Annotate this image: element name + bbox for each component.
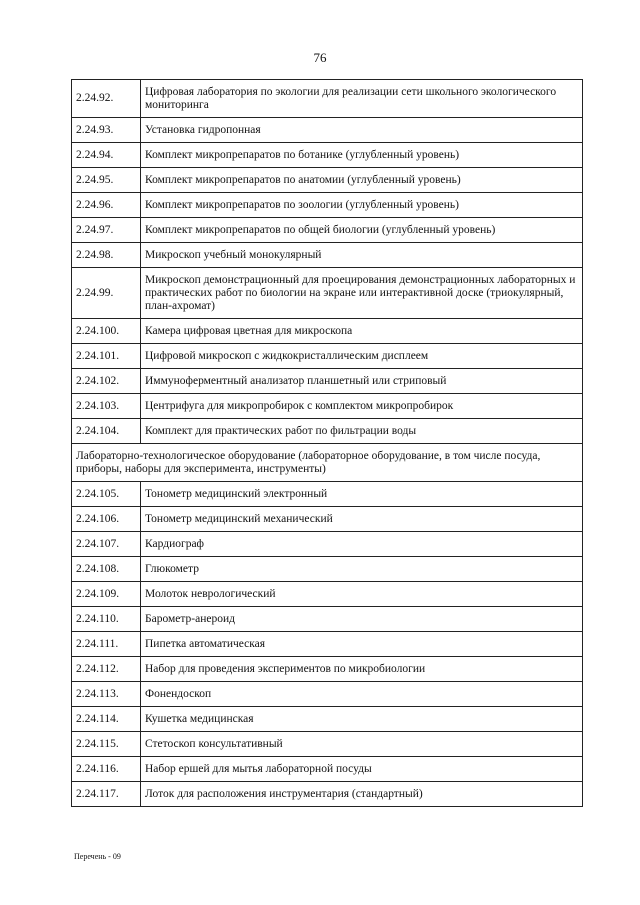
row-code: 2.24.116. bbox=[72, 757, 141, 782]
row-name: Кардиограф bbox=[141, 532, 583, 557]
row-name: Установка гидропонная bbox=[141, 118, 583, 143]
table-row bbox=[72, 607, 583, 632]
table-row bbox=[72, 732, 583, 757]
table-row bbox=[72, 218, 583, 243]
table-row bbox=[72, 757, 583, 782]
row-code: 2.24.98. bbox=[72, 243, 141, 268]
row-code: 2.24.92. bbox=[72, 80, 141, 118]
row-code: 2.24.100. bbox=[72, 319, 141, 344]
table-row bbox=[72, 118, 583, 143]
row-code: 2.24.104. bbox=[72, 419, 141, 444]
row-code: 2.24.114. bbox=[72, 707, 141, 732]
row-code: 2.24.112. bbox=[72, 657, 141, 682]
table-row bbox=[72, 557, 583, 582]
row-name: Цифровой микроскоп с жидкокристаллическим дисплеем bbox=[141, 344, 583, 369]
table-row bbox=[72, 80, 583, 118]
row-code: 2.24.105. bbox=[72, 482, 141, 507]
table-row bbox=[72, 193, 583, 218]
table-row bbox=[72, 632, 583, 657]
table-row bbox=[72, 657, 583, 682]
row-name: Тонометр медицинский электронный bbox=[141, 482, 583, 507]
row-code: 2.24.93. bbox=[72, 118, 141, 143]
table-row bbox=[72, 419, 583, 444]
row-name: Комплект микропрепаратов по общей биологии (углубленный уровень) bbox=[141, 218, 583, 243]
row-name: Фонендоскоп bbox=[141, 682, 583, 707]
row-name: Пипетка автоматическая bbox=[141, 632, 583, 657]
table-body-bottom bbox=[72, 482, 583, 807]
table-row bbox=[72, 143, 583, 168]
row-name: Стетоскоп консультативный bbox=[141, 732, 583, 757]
footer-label: Перечень - 09 bbox=[74, 852, 121, 861]
row-code: 2.24.107. bbox=[72, 532, 141, 557]
table-row bbox=[72, 394, 583, 419]
table-row bbox=[72, 532, 583, 557]
table-row bbox=[72, 319, 583, 344]
row-name: Цифровая лаборатория по экологии для реализации сети школьного экологического мониторинга bbox=[141, 80, 583, 118]
row-name: Тонометр медицинский механический bbox=[141, 507, 583, 532]
table-row bbox=[72, 168, 583, 193]
table-row bbox=[72, 782, 583, 807]
row-name: Набор для проведения экспериментов по микробиологии bbox=[141, 657, 583, 682]
row-name: Комплект микропрепаратов по ботанике (углубленный уровень) bbox=[141, 143, 583, 168]
row-code: 2.24.106. bbox=[72, 507, 141, 532]
row-code: 2.24.95. bbox=[72, 168, 141, 193]
row-code: 2.24.96. bbox=[72, 193, 141, 218]
row-name: Камера цифровая цветная для микроскопа bbox=[141, 319, 583, 344]
row-code: 2.24.113. bbox=[72, 682, 141, 707]
row-code: 2.24.101. bbox=[72, 344, 141, 369]
table-row bbox=[72, 344, 583, 369]
table-row bbox=[72, 582, 583, 607]
section-heading-body bbox=[72, 444, 583, 482]
row-code: 2.24.103. bbox=[72, 394, 141, 419]
table-row bbox=[72, 707, 583, 732]
row-name: Лоток для расположения инструментария (стандартный) bbox=[141, 782, 583, 807]
table-row bbox=[72, 682, 583, 707]
table-row bbox=[72, 243, 583, 268]
row-code: 2.24.111. bbox=[72, 632, 141, 657]
row-name: Микроскоп демонстрационный для проецирования демонстрационных лабораторных и практических работ по биологии на экране или интерактивной доске (триокулярный, план-ахромат) bbox=[141, 268, 583, 319]
row-code: 2.24.108. bbox=[72, 557, 141, 582]
row-code: 2.24.102. bbox=[72, 369, 141, 394]
section-heading: Лабораторно-технологическое оборудование (лабораторное оборудование, в том числе посуда, приборы, наборы для эксперимента, инструменты) bbox=[72, 444, 583, 482]
row-name: Комплект микропрепаратов по анатомии (углубленный уровень) bbox=[141, 168, 583, 193]
row-code: 2.24.94. bbox=[72, 143, 141, 168]
row-name: Комплект для практических работ по фильтрации воды bbox=[141, 419, 583, 444]
table-row bbox=[72, 507, 583, 532]
row-code: 2.24.115. bbox=[72, 732, 141, 757]
table-row bbox=[72, 482, 583, 507]
row-code: 2.24.117. bbox=[72, 782, 141, 807]
row-name: Комплект микропрепаратов по зоологии (углубленный уровень) bbox=[141, 193, 583, 218]
row-code: 2.24.97. bbox=[72, 218, 141, 243]
row-name: Микроскоп учебный монокулярный bbox=[141, 243, 583, 268]
equipment-table bbox=[71, 79, 583, 807]
row-name: Молоток неврологический bbox=[141, 582, 583, 607]
row-code: 2.24.110. bbox=[72, 607, 141, 632]
section-heading-row bbox=[72, 444, 583, 482]
row-name: Центрифуга для микропробирок с комплектом микропробирок bbox=[141, 394, 583, 419]
page-number: 76 bbox=[313, 50, 327, 65]
row-name: Иммуноферментный анализатор планшетный или стриповый bbox=[141, 369, 583, 394]
row-code: 2.24.109. bbox=[72, 582, 141, 607]
row-name: Барометр-анероид bbox=[141, 607, 583, 632]
table-row bbox=[72, 268, 583, 319]
table-body-top bbox=[72, 80, 583, 444]
row-name: Набор ершей для мытья лабораторной посуды bbox=[141, 757, 583, 782]
table-row bbox=[72, 369, 583, 394]
row-name: Глюкометр bbox=[141, 557, 583, 582]
row-name: Кушетка медицинская bbox=[141, 707, 583, 732]
row-code: 2.24.99. bbox=[72, 268, 141, 319]
